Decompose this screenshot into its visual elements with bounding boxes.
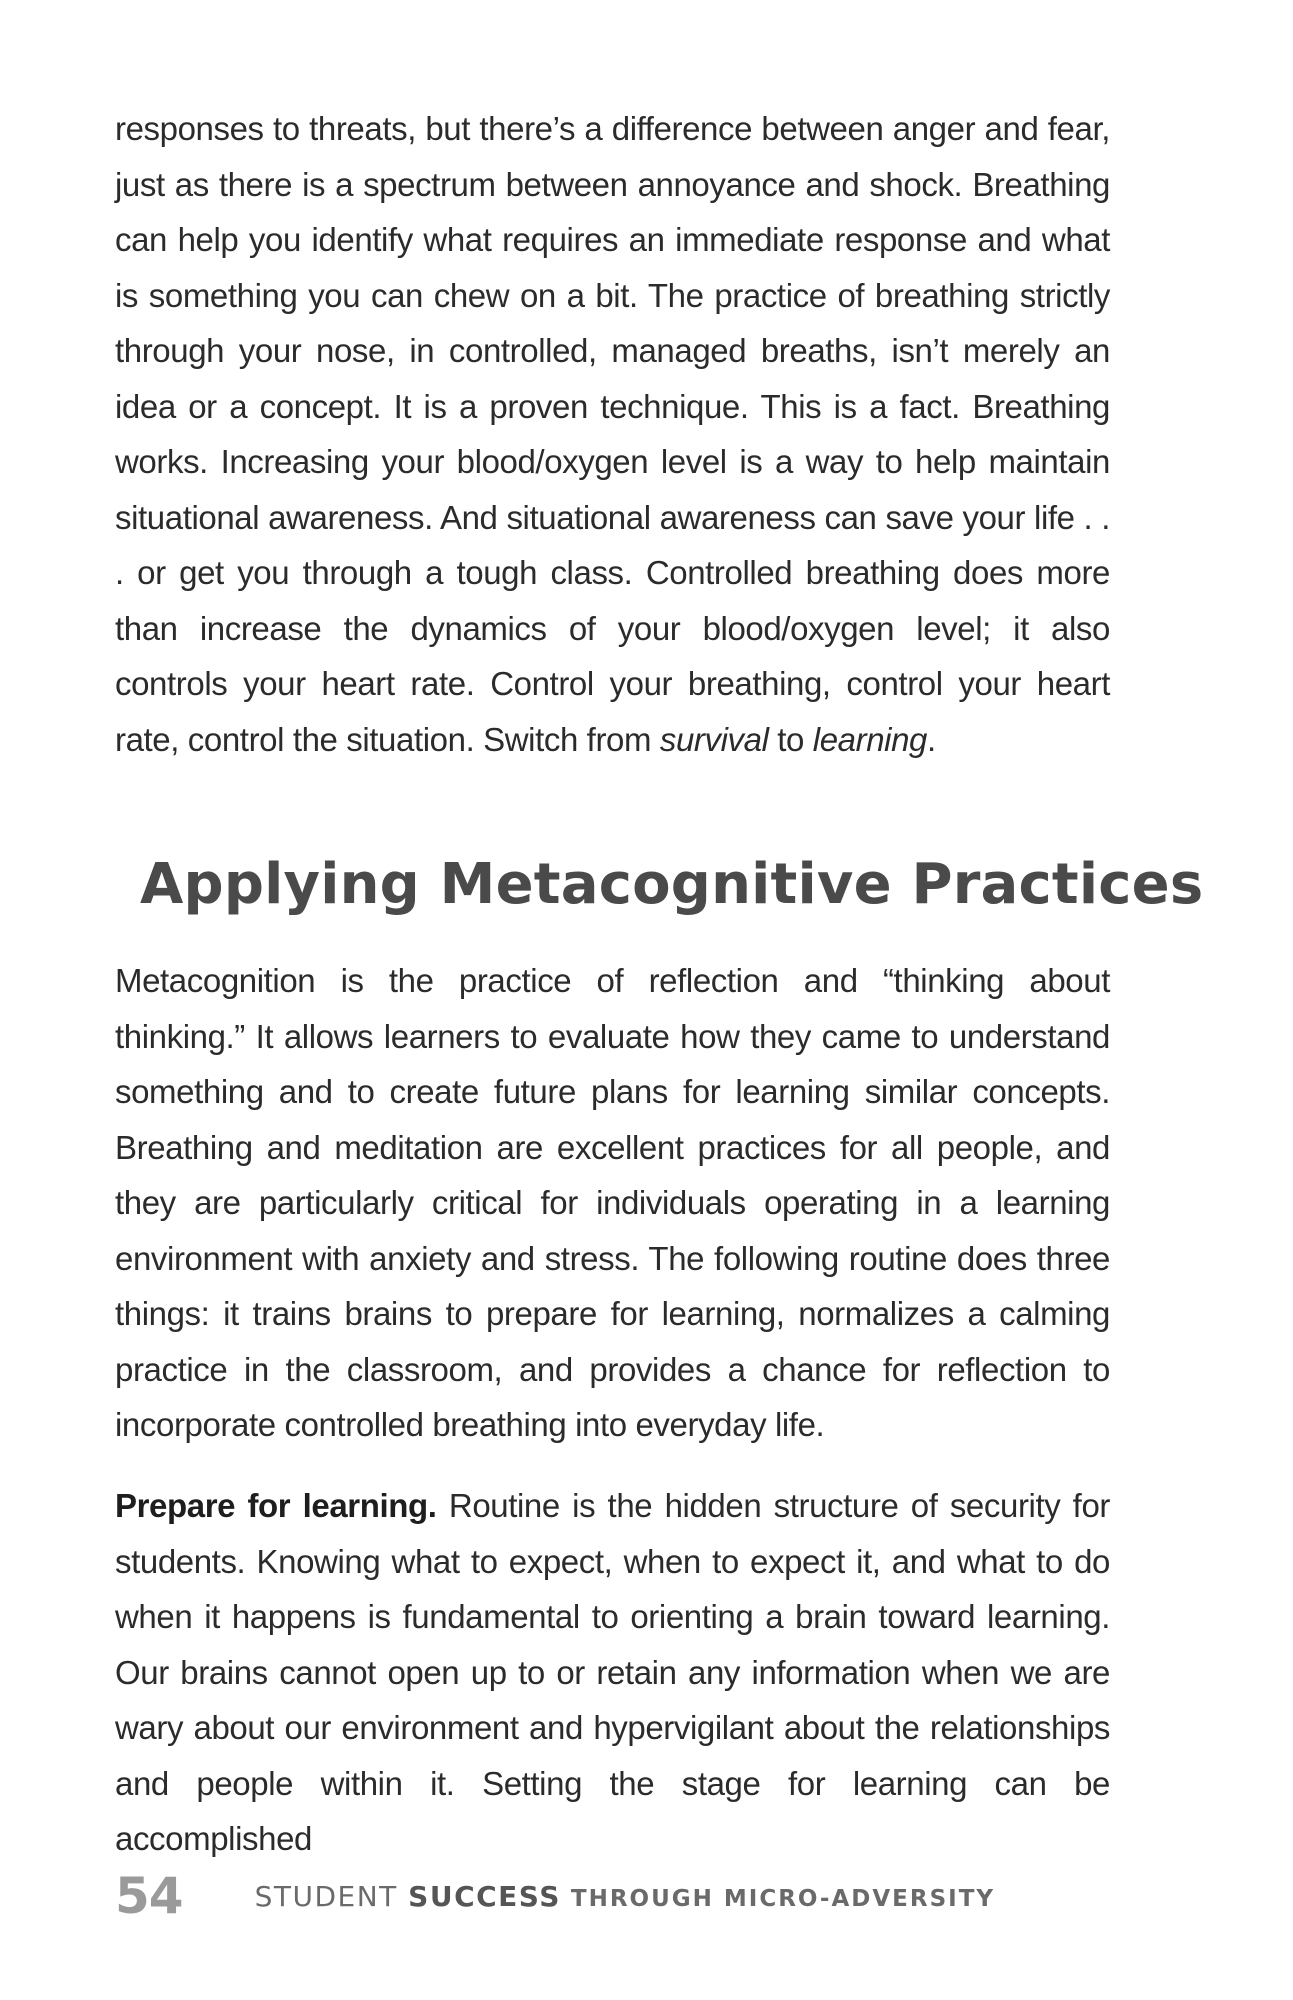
run-in-heading: Prepare for learning. <box>115 1487 437 1524</box>
running-head-rest: THROUGH MICRO-ADVERSITY <box>560 1885 996 1912</box>
body-paragraph-1 <box>115 101 1110 767</box>
paragraph-1-text-end: . <box>927 720 936 758</box>
running-head <box>255 1880 995 1913</box>
running-head-success: SUCCESS <box>408 1879 561 1913</box>
body-paragraph-3 <box>115 1478 1110 1867</box>
paragraph-3-text: Routine is the hidden structure of security for students. Knowing what to expect, when to expect it, and what to do when it happens is fundamental to orienting a brain toward learning. Our brains cannot open up to or retain any information when we are wary about our environment and hypervigilant about the relationships and people within it. Setting the stage for learning can be accomplished <box>115 1487 1110 1857</box>
emphasis-learning: learning <box>812 720 927 758</box>
paragraph-2-text: Metacognition is the practice of reflection and “thinking about thinking.” It allows learners to evaluate how they came to understand something and to create future plans for learning similar concepts. Breathing and meditation are excellent practices for all people, and they are particularly critical for individuals operating in a learning environment with anxiety and stress. The following routine does three things: it trains brains to prepare for learning, normalizes a calming practice in the classroom, and provides a chance for reflection to incorporate controlled breathing into everyday life. <box>115 962 1110 1443</box>
emphasis-survival: survival <box>659 720 769 758</box>
page-footer <box>115 1866 995 1926</box>
running-head-student: STUDENT <box>254 1879 409 1913</box>
paragraph-1-text: responses to threats, but there’s a difference between anger and fear, just as there is a spectrum between annoyance and shock. Breathing can help you identify what requires an immediate response and what is something you can chew on a bit. The practice of breathing strictly through your nose, in controlled, managed breaths, isn’t merely an idea or a concept. It is a proven technique. This is a fact. Breathing works. Increasing your blood/oxygen level is a way to help maintain situational awareness. And situational awareness can save your life . . . or get you through a tough class. Controlled breathing does more than increase the dynamics of your blood/oxygen level; it also controls your heart rate. Control your breathing, control your heart rate, control the situation. Switch from <box>115 110 1110 758</box>
section-heading: Applying Metacognitive Practices <box>140 852 1204 917</box>
paragraph-1-text-middle: to <box>768 720 813 758</box>
page-number: 54 <box>115 1867 183 1925</box>
body-paragraph-2 <box>115 953 1110 1453</box>
